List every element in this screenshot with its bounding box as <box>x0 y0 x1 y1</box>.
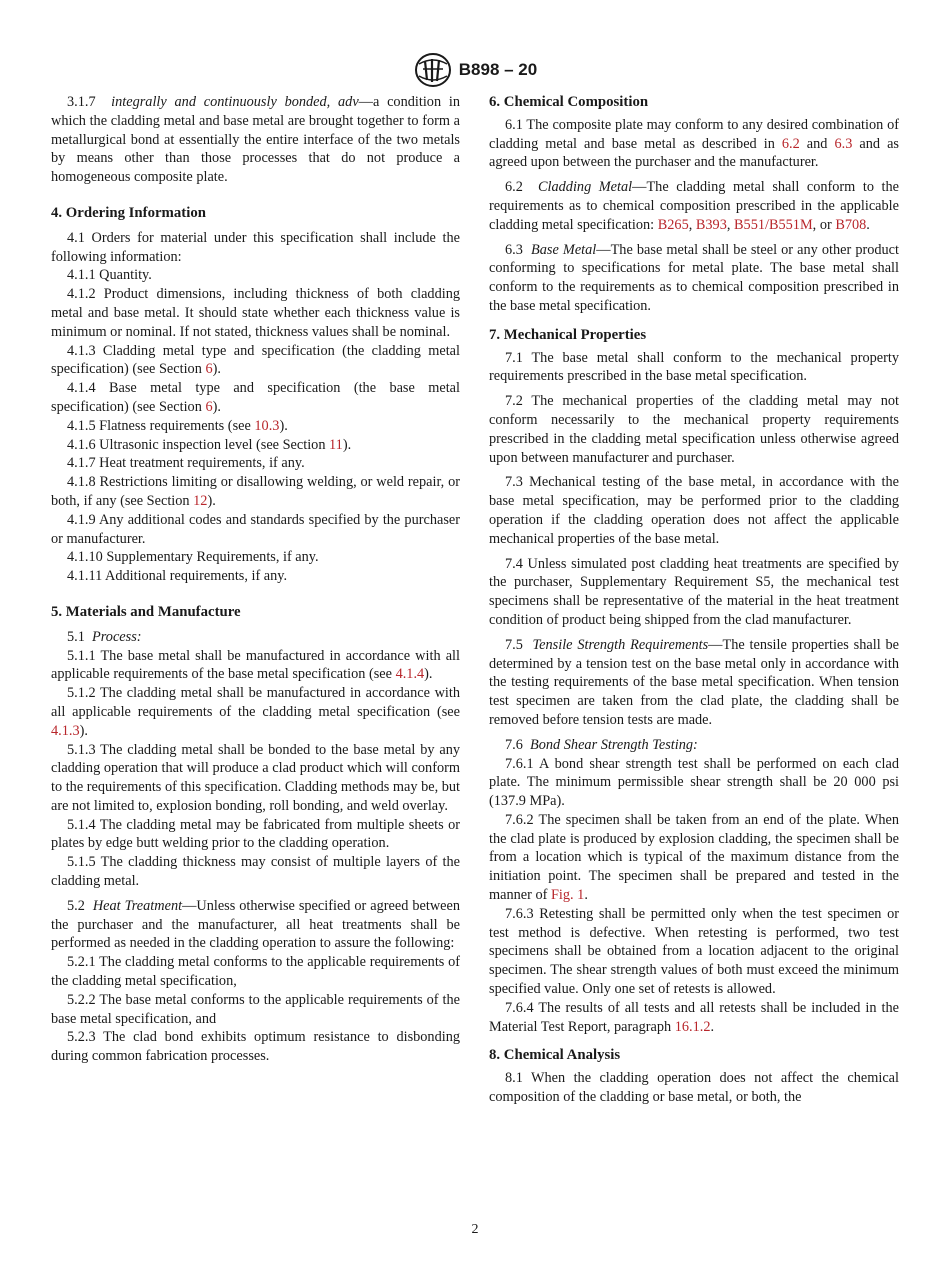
para-7-6-1: 7.6.1 A bond shear strength test shall be performed on each clad plate. The minimum permissible shear strength shall be 20 000 psi (137.9 MPa). <box>489 755 899 810</box>
para-4-1-7: 4.1.7 Heat treatment requirements, if any. <box>67 455 305 472</box>
para-7-3: 7.3 Mechanical testing of the base metal, in accordance with the base metal specification, may be performed prior to the cladding operation if the cladding operation does not affect the applicable mechanical properties of the base metal. <box>489 474 899 547</box>
para-7-6-2: 7.6.2 The specimen shall be taken from an end of the plate. When the clad plate is produced by explosion cladding, the specimen shall be from a location which is typical of the maximum distance from the initiation point. The specimen shall be prepared and tested in the manner of Fig. 1. <box>489 811 899 904</box>
para-7-5: 7.5 Tensile Strength Requirements—The tensile properties shall be determined by a tension test on the base metal only in accordance with the testing requirements of the base metal specification. When tension test specimen are taken from the clad plate, the cladding shall be removed before tension tests are made. <box>489 636 899 728</box>
right-column <box>489 93 899 1107</box>
para-7-6: 7.6 Bond Shear Strength Testing: <box>505 736 698 753</box>
para-4-1-10: 4.1.10 Supplementary Requirements, if any. <box>67 549 319 566</box>
para-6-3: 6.3 Base Metal—The base metal shall be steel or any other product conforming to specifications for metal plate. The base metal shall conform to the requirements as to chemical composition prescribed in the base metal specification. <box>489 241 899 314</box>
para-5-1-4: 5.1.4 The cladding metal may be fabricated from multiple sheets or plates by edge butt welding prior to the cladding operation. <box>51 816 460 852</box>
section-7-title: 7. Mechanical Properties <box>489 326 647 343</box>
para-4-1-3: 4.1.3 Cladding metal type and specification (the cladding metal specification) (see Section 6). <box>51 342 460 378</box>
astm-logo-icon <box>413 52 453 88</box>
para-5-1-3: 5.1.3 The cladding metal shall be bonded to the base metal by any cladding operation that will produce a clad product which will conform to the requirements of this specification. Cladding methods may be, but are not limited to, explosion bonding, roll bonding, and weld overlay. <box>51 741 460 814</box>
para-7-4: 7.4 Unless simulated post cladding heat treatments are specified by the purchaser, Supplementary Requirement S5, the mechanical test specimens shall be representative of the material in the heat treatment condition of product being shipped from the clad manufacturer. <box>489 555 899 628</box>
ref-link[interactable]: B393 <box>695 216 727 233</box>
ref-link[interactable]: 6.2 <box>781 135 800 152</box>
para-5-2-3: 5.2.3 The clad bond exhibits optimum resistance to disbonding during common fabrication processes. <box>51 1029 460 1065</box>
ref-link[interactable]: 4.1.4 <box>395 666 425 683</box>
ref-link[interactable]: 6 <box>205 361 213 378</box>
para-4-1-11: 4.1.11 Additional requirements, if any. <box>67 568 288 585</box>
para-3-1-7: 3.1.7 integrally and continuously bonded, adv—a condition in which the cladding metal and base metal are brought together to form a metallurgical bond at essentially the entire interface of the two metals by means other than those processes that do not produce a homogeneous composite plate. <box>51 94 460 186</box>
ref-link[interactable]: 11 <box>329 436 343 453</box>
section-5-title: 5. Materials and Manufacture <box>51 603 241 620</box>
para-5-1: 5.1 Process: <box>67 628 142 645</box>
ref-link[interactable]: 16.1.2 <box>674 1018 711 1035</box>
para-7-6-3: 7.6.3 Retesting shall be permitted only when the test specimen or test method is defective. When retesting is performed, two test specimens shall be obtained from a location adjacent to the original specimen. The shear strength values of both must exceed the minimum specified value. Only one set of retests is allowed. <box>489 905 899 998</box>
para-4-1-1: 4.1.1 Quantity. <box>67 267 152 284</box>
ref-link[interactable]: 6.3 <box>834 135 853 152</box>
para-7-6-4: 7.6.4 The results of all tests and all retests shall be included in the Material Test Report, paragraph 16.1.2. <box>489 999 899 1035</box>
para-5-2: 5.2 Heat Treatment—Unless otherwise specified or agreed between the purchaser and the manufacturer, all heat treatments shall be performed as needed in the cladding operation to assure the following: <box>51 897 461 952</box>
ref-link[interactable]: B265 <box>657 216 689 233</box>
ref-link[interactable]: 10.3 <box>254 417 280 434</box>
ref-link[interactable]: Fig. 1 <box>550 887 585 904</box>
left-column <box>51 93 460 1066</box>
para-4-1: 4.1 Orders for material under this specification shall include the following information: <box>51 229 460 265</box>
document-id: B898 – 20 <box>458 60 538 79</box>
para-4-1-8: 4.1.8 Restrictions limiting or disallowing welding, or weld repair, or both, if any (see Section 12). <box>51 474 460 509</box>
para-5-1-2: 5.1.2 The cladding metal shall be manufactured in accordance with all applicable requirements of the cladding metal specification (see 4.1.3). <box>51 685 460 739</box>
para-6-1: 6.1 The composite plate may conform to any desired combination of cladding metal and base metal as described in 6.2 and 6.3 and as agreed upon between the purchaser and the manufacturer. <box>489 116 899 171</box>
ref-link[interactable]: 6 <box>205 398 213 415</box>
para-4-1-2: 4.1.2 Product dimensions, including thickness of both cladding metal and base metal. It should state whether each thickness value is minimum or nominal. If not stated, thickness values shall be nominal. <box>51 286 460 340</box>
ref-link[interactable]: 12 <box>193 492 208 509</box>
para-7-2: 7.2 The mechanical properties of the cladding metal may not conform necessarily to the mechanical property requirements prescribed in the cladding metal specification unless otherwise agreed upon between manufacturer and purchaser. <box>489 393 899 466</box>
para-5-1-1: 5.1.1 The base metal shall be manufactured in accordance with all applicable requirements of the base metal specification (see 4.1.4). <box>51 647 460 683</box>
section-8-title: 8. Chemical Analysis <box>489 1047 621 1064</box>
para-4-1-6: 4.1.6 Ultrasonic inspection level (see Section 11). <box>67 436 352 453</box>
para-6-2: 6.2 Cladding Metal—The cladding metal shall conform to the requirements as to chemical composition prescribed in the applicable cladding metal specification: B265, B393, B551/B551M, or B708. <box>489 179 900 233</box>
ref-link[interactable]: B551/B551M <box>734 216 813 233</box>
para-5-1-5: 5.1.5 The cladding thickness may consist of multiple layers of the cladding metal. <box>51 854 460 890</box>
para-7-1: 7.1 The base metal shall conform to the mechanical property requirements prescribed in the base metal specification. <box>489 349 899 385</box>
para-4-1-4: 4.1.4 Base metal type and specification (the base metal specification) (see Section 6). <box>51 380 460 415</box>
page-header <box>0 52 950 88</box>
section-6-title: 6. Chemical Composition <box>489 94 649 110</box>
ref-link[interactable]: 4.1.3 <box>51 722 80 739</box>
para-5-2-2: 5.2.2 The base metal conforms to the applicable requirements of the base metal specification, and <box>51 991 460 1027</box>
ref-link[interactable]: B708 <box>835 216 867 233</box>
para-5-2-1: 5.2.1 The cladding metal conforms to the applicable requirements of the cladding metal specification, <box>51 954 460 990</box>
para-4-1-5: 4.1.5 Flatness requirements (see 10.3). <box>67 417 288 434</box>
page-number: 2 <box>471 1222 479 1237</box>
para-4-1-9: 4.1.9 Any additional codes and standards specified by the purchaser or manufacturer. <box>51 511 460 547</box>
para-8-1: 8.1 When the cladding operation does not affect the chemical composition of the cladding or base metal, or both, the <box>489 1070 899 1106</box>
section-4-title: 4. Ordering Information <box>51 204 206 221</box>
